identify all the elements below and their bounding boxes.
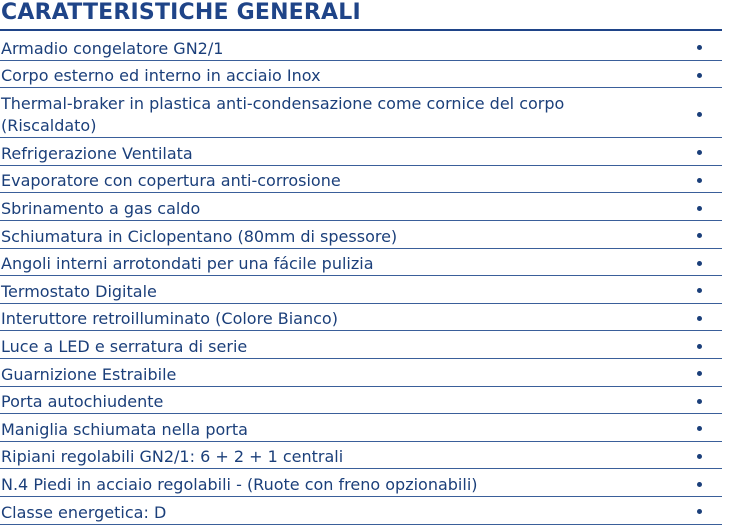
bullet-dot-icon xyxy=(697,316,702,321)
feature-row xyxy=(0,138,722,166)
feature-list xyxy=(0,33,722,525)
feature-row xyxy=(0,249,722,277)
feature-label: Sbrinamento a gas caldo xyxy=(1,198,201,218)
feature-label: Luce a LED e serratura di serie xyxy=(1,336,248,356)
bullet-dot-icon xyxy=(697,150,702,155)
feature-label: Thermal-braker in plastica anti-condensazione come cornice del corpo (Riscaldato) xyxy=(1,94,565,136)
bullet-dot-icon xyxy=(697,261,702,266)
feature-label: Classe energetica: D xyxy=(1,502,167,522)
bullet-dot-icon xyxy=(697,45,702,50)
feature-label: Corpo esterno ed interno in acciaio Inox xyxy=(1,66,321,86)
bullet-dot-icon xyxy=(697,233,702,238)
feature-row xyxy=(0,61,722,89)
feature-label: N.4 Piedi in acciaio regolabili - (Ruote con freno opzionabili) xyxy=(1,474,478,494)
title-underline xyxy=(0,29,722,31)
bullet-dot-icon xyxy=(697,178,702,183)
feature-row xyxy=(0,497,722,525)
feature-label: Angoli interni arrotondati per una fácile pulizia xyxy=(1,254,374,274)
feature-label: Armadio congelatore GN2/1 xyxy=(1,38,224,58)
bullet-dot-icon xyxy=(697,288,702,293)
feature-row xyxy=(0,193,722,221)
bullet-dot-icon xyxy=(697,454,702,459)
feature-label: Porta autochiudente xyxy=(1,392,164,412)
feature-row xyxy=(0,359,722,387)
feature-row xyxy=(0,276,722,304)
feature-row xyxy=(0,88,722,138)
bullet-dot-icon xyxy=(697,399,702,404)
bullet-dot-icon xyxy=(697,482,702,487)
feature-label: Evaporatore con copertura anti-corrosione xyxy=(1,171,341,191)
feature-label: Interuttore retroilluminato (Colore Bianco) xyxy=(1,309,338,329)
feature-row xyxy=(0,33,722,61)
bullet-dot-icon xyxy=(697,206,702,211)
feature-row xyxy=(0,166,722,194)
bullet-dot-icon xyxy=(697,73,702,78)
bullet-dot-icon xyxy=(697,344,702,349)
feature-label: Guarnizione Estraibile xyxy=(1,364,177,384)
bullet-dot-icon xyxy=(697,509,702,514)
bullet-dot-icon xyxy=(697,426,702,431)
bullet-dot-icon xyxy=(697,371,702,376)
feature-row xyxy=(0,442,722,470)
feature-row xyxy=(0,414,722,442)
bullet-dot-icon xyxy=(697,112,702,117)
feature-label: Maniglia schiumata nella porta xyxy=(1,419,248,439)
feature-label: Refrigerazione Ventilata xyxy=(1,143,193,163)
feature-label: Schiumatura in Ciclopentano (80mm di spessore) xyxy=(1,226,398,246)
feature-row xyxy=(0,387,722,415)
feature-row xyxy=(0,221,722,249)
feature-row xyxy=(0,331,722,359)
section-title: CARATTERISTICHE GENERALI xyxy=(1,0,361,25)
feature-label: Ripiani regolabili GN2/1: 6 + 2 + 1 centrali xyxy=(1,447,344,467)
feature-label: Termostato Digitale xyxy=(1,281,157,301)
feature-row xyxy=(0,469,722,497)
feature-row xyxy=(0,304,722,332)
